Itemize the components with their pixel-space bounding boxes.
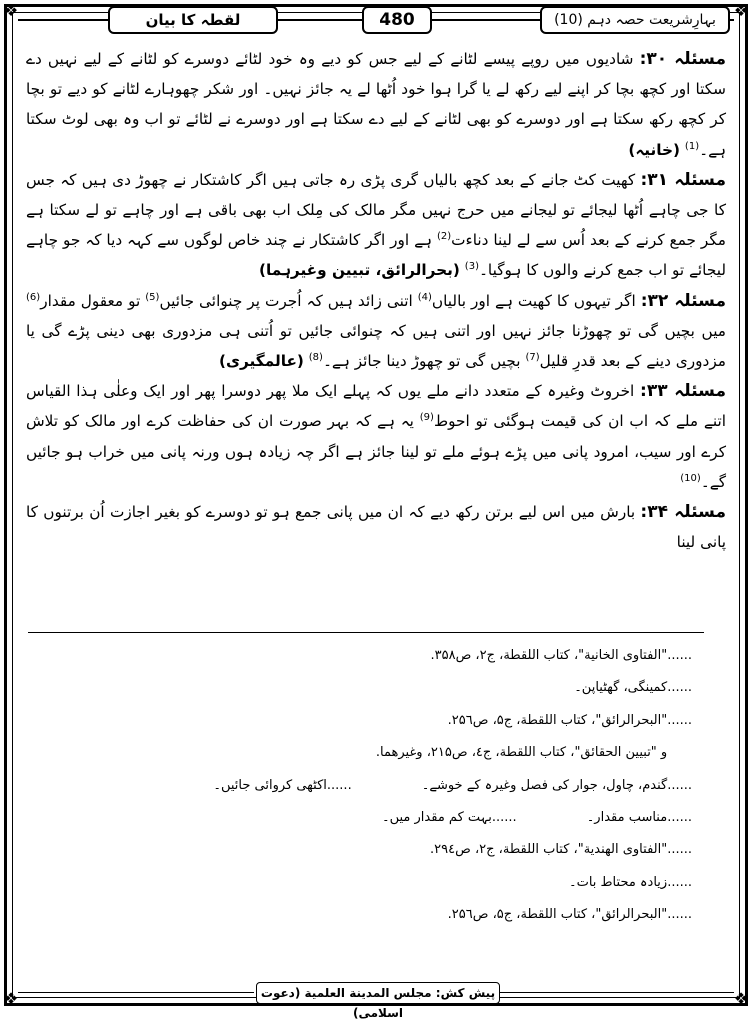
ornament-icon: ❖: [733, 989, 749, 1008]
ornament-icon: ❖: [3, 989, 19, 1008]
footnote-text: "البحرالرائق"، کتاب اللقطة، ج۵، ص۲۵٦.: [447, 712, 668, 728]
footnote-item: ......کمینگی، گھٹیاپن۔: [574, 680, 692, 696]
chapter-title: لقطہ کا بیان: [108, 6, 278, 34]
ornament-icon: ❖: [733, 1, 749, 20]
source-citation: (خانیہ): [628, 140, 681, 159]
publisher-name: مجلس المدینة العلمیة: [304, 986, 432, 1000]
footnote-item: ......"البحرالرائق"، کتاب اللقطة، ج۵، ص۲۵٦.: [447, 712, 692, 728]
paragraph-text: تو معقول مقدار: [40, 291, 141, 310]
footnote-separator: [28, 632, 704, 633]
footnote-ref[interactable]: (10): [680, 472, 701, 484]
footnote-text: مناسب مقدار۔: [586, 809, 668, 825]
paragraph-masala-31: [26, 165, 726, 286]
footer-label: پیش کش:: [435, 986, 496, 1000]
footnote-ref[interactable]: (4): [417, 291, 432, 303]
footnote-text: "الفتاوی الهندیة"، کتاب اللقطة، ج۲، ص۲۹٤.: [430, 842, 668, 858]
footnote-ref[interactable]: (5): [145, 291, 160, 303]
paragraph-text: بارش میں اس لیے برتن رکھ دیے کہ ان میں پانی جمع ہو تو دوسرے کو بغیر اجازت اُن برتنوں کا پانی لینا: [26, 503, 726, 552]
source-citation: (عالمگیری): [219, 352, 304, 371]
footnote-ref[interactable]: (9): [419, 412, 434, 424]
organization-name: (دعوت اسلامی): [260, 986, 404, 1020]
page-footer: [0, 980, 752, 1020]
footnote-text: و "تبیین الحقائق"، کتاب اللقطة، ج٤، ص۲۱۵، وغیرهما.: [375, 745, 668, 761]
publisher-box: [256, 982, 500, 1020]
footnote-ref[interactable]: (1): [684, 140, 700, 152]
footnote-item: ......گندم، چاول، جوار کی فصل وغیرہ کے خوشے۔......اکٹھی کروائی جائیں۔: [213, 777, 692, 793]
main-text: [26, 44, 726, 557]
footnote-text: "الفتاوی الخانیة"، کتاب اللقطة، ج۲، ص۳۵۸.: [430, 648, 668, 663]
footnote-item: ......"الفتاوی الهندیة"، کتاب اللقطة، ج۲، ص۲۹٤.: [430, 842, 692, 858]
paragraph-text: ہے اور اگر کاشتکار نے چند خاص لوگوں سے کہہ دیا کہ جو چاہے لیجائے تو اب جمع کرنے والوں کا ہوگیا۔: [26, 231, 726, 280]
paragraph-text: کھیت کٹ جانے کے بعد کچھ بالیاں گری پڑی رہ جاتی ہیں اگر کاشتکار نے چھوڑ دی ہیں کہ جس کا جی چاہے اُٹھا لیجائے تو لیجانے میں حرج نہیں مگر مالک کی مِلک اب بھی باقی ہے اور چاہے تو لے سکتا ہے مگر جمع کرنے کے بعد اُس سے لے لینا دناءت: [26, 170, 726, 250]
footnote-text: بہت کم مقدار میں۔: [382, 809, 492, 825]
source-citation: (بحرالرائق، تبیین وغیرہما): [258, 261, 460, 280]
page-header: [18, 6, 734, 36]
paragraph-masala-33: [26, 376, 726, 497]
footnote-item: [40, 737, 692, 769]
paragraph-text: شادیوں میں روپے پیسے لٹانے کے لیے جس کو دیے وہ خود لٹائے دوسرے کو لٹانے کے لیے نہیں دے سکتا اور کچھ بچا کر اپنے لیے رکھ لے یا گرا ہوا خود اُٹھا لے یہ جائز نہیں۔ اور شکر چھوہارے لٹانے کو دیے تو بچا کر کچھ رکھ سکتا ہے اور دوسرے کو بھی لٹانے کے لیے دے سکتا ہے اور دوسرے نے لٹائے تو اب وہ بھی لوٹ سکتا ہے۔: [26, 50, 726, 159]
footnote-item: ......"البحرالرائق"، کتاب اللقطة، ج۵، ص۲۵٦.: [447, 907, 692, 923]
footnote-text: اکٹھی کروائی جائیں۔: [213, 777, 327, 793]
masala-number: مسئلہ ۳۴:: [640, 502, 726, 523]
ornament-icon: ❖: [3, 1, 19, 20]
footnotes: [40, 640, 692, 932]
paragraph-text: اتنی زائد ہیں کہ اُجرت پر چنوائی جائیں: [159, 291, 413, 310]
masala-number: مسئلہ ۳۱:: [640, 169, 726, 190]
footnote-item: ......مناسب مقدار۔......بہت کم مقدار میں۔: [382, 809, 692, 825]
masala-number: مسئلہ ۳۰:: [639, 49, 726, 69]
paragraph-masala-32: [26, 286, 726, 377]
paragraph-text: اخروٹ وغیرہ کے متعدد دانے ملے یوں کہ پہلے ایک ملا پھر دوسرا پھر اور ایک وعلٰی ہذا القیاس اتنے ملے کہ اب ان کی قیمت ہوگئی تو احوط: [26, 382, 726, 431]
footnote-text: گندم، چاول، جوار کی فصل وغیرہ کے خوشے۔: [421, 777, 668, 793]
footnote-item: ......زیادہ محتاط بات۔: [568, 874, 692, 890]
footnote-text: کمینگی، گھٹیاپن۔: [574, 680, 668, 696]
paragraph-text: میں بچیں گی تو چھوڑنا جائز نہیں اور اتنی ہیں کہ چنوائی جائیں تو اُتنی ہی مزدوری بھی دینی پڑے گی یا مزدوری دینے کے بعد قدرِ قلیل: [26, 321, 726, 371]
paragraph-masala-34: [26, 497, 726, 557]
footnote-ref[interactable]: (3): [464, 261, 479, 273]
paragraph-text: بچیں گی تو چھوڑ دینا جائز ہے۔: [322, 352, 521, 371]
paragraph-text: اگر تیہوں کا کھیت ہے اور بالیاں: [431, 291, 636, 310]
footnote-ref[interactable]: (8): [308, 351, 323, 363]
page-number: 480: [362, 6, 432, 34]
footnote-text: زیادہ محتاط بات۔: [568, 874, 668, 890]
paragraph-masala-30: [26, 44, 726, 165]
footnote-item: ......"الفتاوی الخانیة"، کتاب اللقطة، ج۲، ص۳۵۸.: [430, 648, 692, 663]
masala-number: مسئلہ ۳۳:: [640, 381, 726, 402]
masala-number: مسئلہ ۳۲:: [640, 290, 727, 311]
footer-rule: [500, 992, 734, 993]
footnote-ref[interactable]: (6): [26, 291, 41, 303]
footer-rule: [18, 992, 254, 993]
paragraph-text: یہ ہے کہ بہر صورت ان کی حفاظت کرے اور مالک کو تلاش کرے اور سیب، امرود پانی میں پڑے ہوئے ملے تو لینا جائز ہے اگر چہ زیادہ ہوں ورنہ پانی میں خراب ہو جائیں گے۔: [26, 412, 726, 491]
footnote-text: "البحرالرائق"، کتاب اللقطة، ج۵، ص۲۵٦.: [447, 907, 668, 923]
footnote-ref[interactable]: (7): [525, 351, 540, 363]
book-title: بہارِشریعت حصہ دہم (10): [540, 6, 730, 34]
footnote-ref[interactable]: (2): [436, 231, 452, 243]
